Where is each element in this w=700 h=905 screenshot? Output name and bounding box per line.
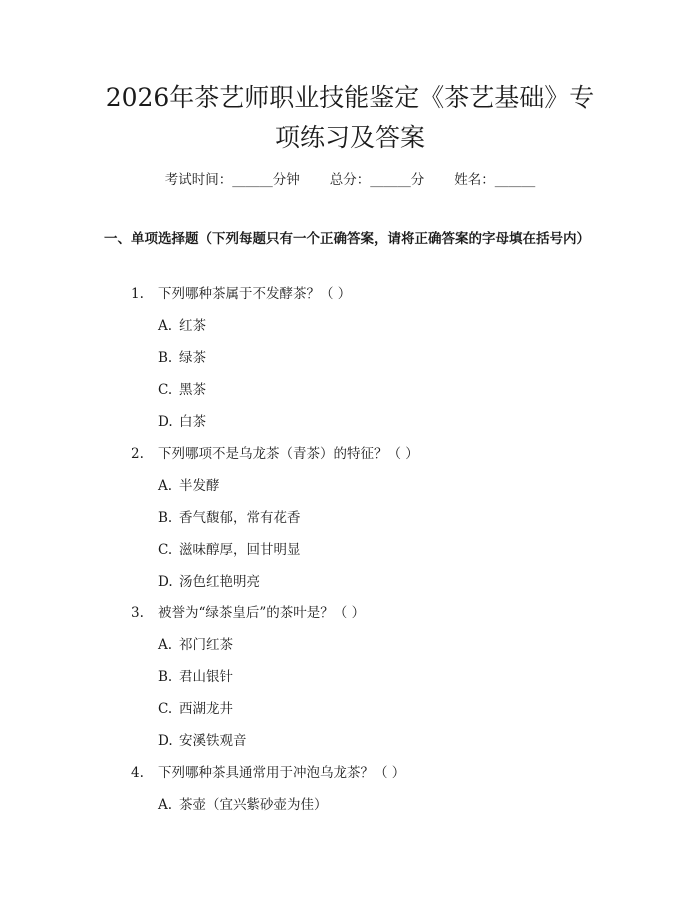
question-4-option-a <box>158 793 328 813</box>
option-text: 西湖龙井 <box>179 701 233 717</box>
option-text: 安溪铁观音 <box>179 733 247 749</box>
question-2-option-a <box>158 474 220 494</box>
question-1-option-d <box>158 410 206 430</box>
question-2-option-b <box>158 506 301 526</box>
question-3-option-c <box>158 697 233 717</box>
section-title: 一、单项选择题（下列每题只有一个正确答案，请将正确答案的字母填在括号内） <box>104 231 590 247</box>
exam-time-unit: 分钟 <box>272 172 300 188</box>
option-text: 君山银针 <box>179 669 233 685</box>
document-title-line-2: 项练习及答案 <box>274 123 425 152</box>
total-score-blank: ______ <box>370 172 411 188</box>
question-text: 下列哪项不是乌龙茶（青茶）的特征？（ ） <box>158 446 419 462</box>
question-3-option-d <box>158 729 247 749</box>
question-text: 下列哪种茶具通常用于冲泡乌龙茶？（ ） <box>158 765 406 781</box>
option-letter: C. <box>158 542 173 558</box>
question-2 <box>131 442 419 462</box>
document-title-line-1: 2026年茶艺师职业技能鉴定《茶艺基础》专 <box>105 83 595 112</box>
option-text: 滋味醇厚，回甘明显 <box>179 542 301 558</box>
option-letter: B. <box>158 510 173 526</box>
question-text: 被誉为“绿茶皇后”的茶叶是？（ ） <box>158 605 366 621</box>
question-1-option-a <box>158 314 206 334</box>
question-3-option-b <box>158 665 233 685</box>
question-text: 下列哪种茶属于不发酵茶？（ ） <box>158 286 352 302</box>
option-text: 绿茶 <box>179 350 206 366</box>
option-letter: A. <box>158 637 173 653</box>
name-blank: ______ <box>494 172 536 188</box>
question-number: 1. <box>131 286 144 302</box>
question-2-option-c <box>158 538 301 558</box>
exam-info-line <box>0 168 700 188</box>
question-1 <box>131 282 351 302</box>
question-1-option-c <box>158 378 206 398</box>
question-2-option-d <box>158 570 260 590</box>
option-letter: A. <box>158 797 173 813</box>
total-score-label: 总分： <box>329 172 371 188</box>
question-3 <box>131 601 365 621</box>
question-1-option-b <box>158 346 206 366</box>
document-title <box>60 78 640 158</box>
question-number: 2. <box>131 446 144 462</box>
option-letter: C. <box>158 382 173 398</box>
exam-time-blank: ______ <box>232 172 273 188</box>
option-text: 黑茶 <box>179 382 206 398</box>
option-letter: B. <box>158 669 173 685</box>
option-letter: C. <box>158 701 173 717</box>
option-text: 汤色红艳明亮 <box>179 574 260 590</box>
option-text: 白茶 <box>179 414 206 430</box>
name-label: 姓名： <box>454 172 495 188</box>
option-letter: A. <box>158 478 173 494</box>
question-number: 3. <box>131 605 144 621</box>
question-3-option-a <box>158 633 233 653</box>
option-letter: A. <box>158 318 173 334</box>
exam-time-label: 考试时间： <box>164 172 233 188</box>
option-text: 香气馥郁，常有花香 <box>179 510 301 526</box>
total-score-unit: 分 <box>410 172 425 188</box>
option-letter: B. <box>158 350 173 366</box>
option-text: 红茶 <box>179 318 206 334</box>
option-text: 祁门红茶 <box>179 637 233 653</box>
option-text: 半发酵 <box>179 478 220 494</box>
question-number: 4. <box>131 765 144 781</box>
question-4 <box>131 761 405 781</box>
option-letter: D. <box>158 733 173 749</box>
option-letter: D. <box>158 574 173 590</box>
option-text: 茶壶（宜兴紫砂壶为佳） <box>179 797 328 813</box>
option-letter: D. <box>158 414 173 430</box>
